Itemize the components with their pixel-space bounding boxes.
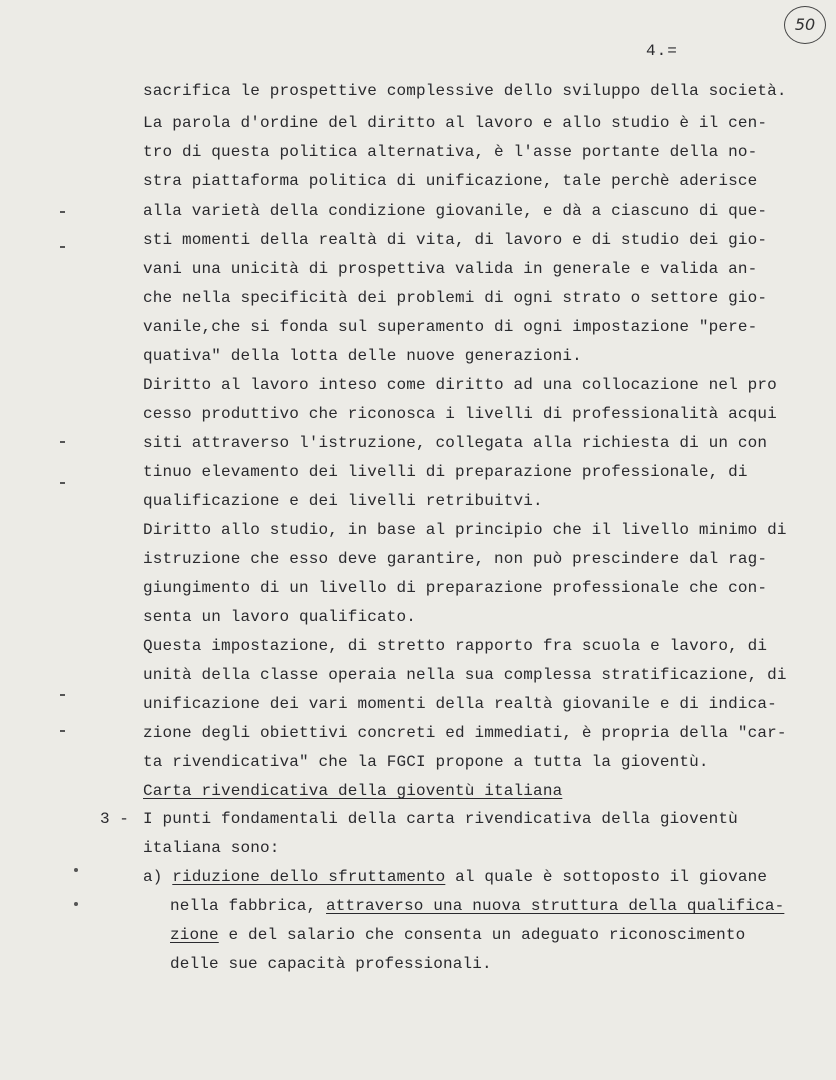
body-line: tro di questa politica alternativa, è l'asse portante della no- — [143, 143, 758, 161]
body-line: istruzione che esso deve garantire, non può prescindere dal rag- — [143, 550, 768, 568]
body-line: vani una unicità di prospettiva valida in generale e valida an- — [143, 260, 758, 278]
body-line: alla varietà della condizione giovanile, e dà a ciascuno di que- — [143, 202, 768, 220]
body-line: vanile,che si fonda sul superamento di ogni impostazione "pere- — [143, 318, 758, 336]
body-line: che nella specificità dei problemi di ogni strato o settore gio- — [143, 289, 768, 307]
body-line: quativa" della lotta delle nuove generazioni. — [143, 347, 582, 365]
body-line: unificazione dei vari momenti della realtà giovanile e di indica- — [143, 695, 777, 713]
margin-dot — [74, 868, 78, 872]
body-line: sti momenti della realtà di vita, di lavoro e di studio dei gio- — [143, 231, 768, 249]
section-number: 3 - — [100, 810, 129, 828]
body-line: stra piattaforma politica di unificazione, tale perchè aderisce — [143, 172, 758, 190]
item-a-emphasis: zione — [170, 926, 219, 944]
page-stamp: 50 — [784, 6, 826, 44]
body-line: siti attraverso l'istruzione, collegata alla richiesta di un con — [143, 434, 768, 452]
margin-mark — [60, 694, 65, 696]
body-line: zione degli obiettivi concreti ed immediati, è propria della "car- — [143, 724, 787, 742]
margin-mark — [60, 441, 65, 443]
item-a-emphasis: riduzione dello sfruttamento — [172, 868, 446, 886]
item-a-line — [170, 896, 810, 916]
body-line: Diritto allo studio, in base al principio che il livello minimo di — [143, 521, 787, 539]
item-a-text: al quale è sottoposto il giovane — [445, 868, 768, 886]
margin-mark — [60, 730, 65, 732]
body-line: sacrifica le prospettive complessive dello sviluppo della società. — [143, 82, 787, 100]
page-number: 4.= — [646, 42, 678, 60]
body-line: giungimento di un livello di preparazione professionale che con- — [143, 579, 768, 597]
section-intro-line: I punti fondamentali della carta rivendicativa della gioventù — [143, 810, 738, 828]
body-line: unità della classe operaia nella sua complessa stratificazione, di — [143, 666, 787, 684]
margin-mark — [60, 211, 65, 213]
item-a-emphasis: attraverso una nuova struttura della qualifica- — [326, 897, 785, 915]
body-line: Diritto al lavoro inteso come diritto ad una collocazione nel pro — [143, 376, 777, 394]
body-line: ta rivendicativa" che la FGCI propone a tutta la gioventù. — [143, 753, 709, 771]
margin-dot — [74, 902, 78, 906]
body-line: cesso produttivo che riconosca i livelli di professionalità acqui — [143, 405, 777, 423]
body-line: tinuo elevamento dei livelli di preparazione professionale, di — [143, 463, 748, 481]
body-line: senta un lavoro qualificato. — [143, 608, 417, 626]
section-title: Carta rivendicativa della gioventù italiana — [143, 782, 563, 800]
body-line: qualificazione e dei livelli retribuitvi. — [143, 492, 543, 510]
section-intro-line: italiana sono: — [143, 839, 280, 857]
item-a-marker: a) — [143, 868, 163, 886]
margin-mark — [60, 246, 65, 248]
margin-mark — [60, 482, 65, 484]
item-a-line — [143, 867, 803, 887]
item-a-line: delle sue capacità professionali. — [170, 955, 492, 973]
item-a-text: nella fabbrica, — [170, 897, 327, 915]
body-line: La parola d'ordine del diritto al lavoro e allo studio è il cen- — [143, 114, 768, 132]
body-line: Questa impostazione, di stretto rapporto fra scuola e lavoro, di — [143, 637, 768, 655]
item-a-text: e del salario che consenta un adeguato riconoscimento — [218, 926, 746, 944]
item-a-line — [170, 925, 810, 945]
